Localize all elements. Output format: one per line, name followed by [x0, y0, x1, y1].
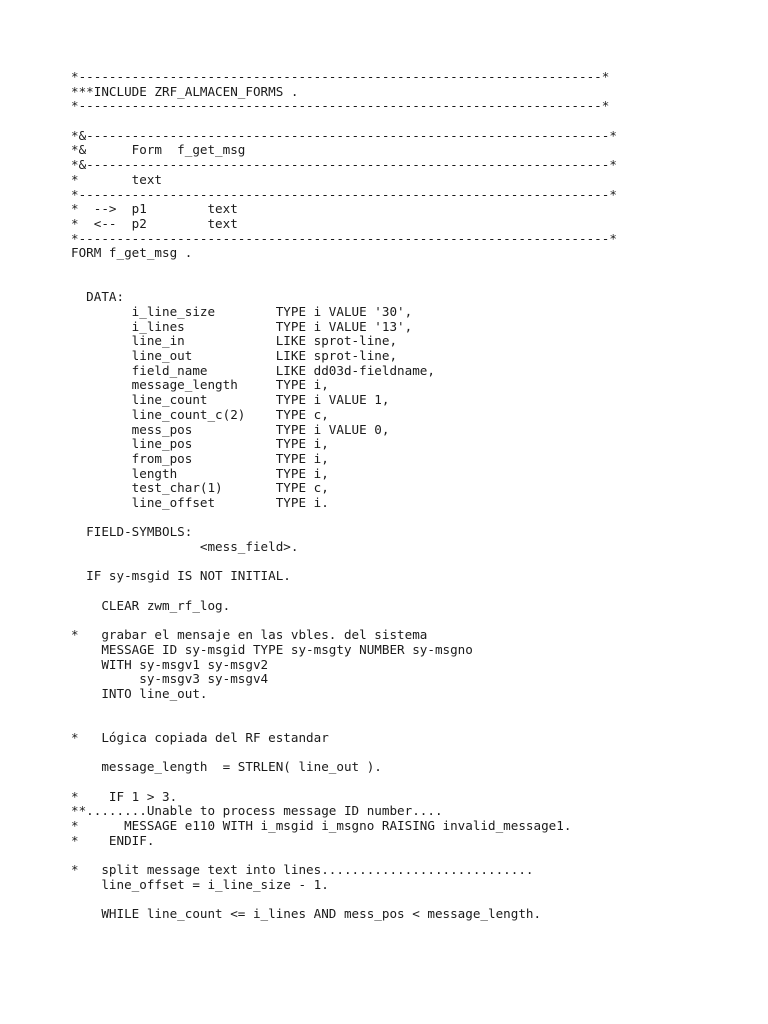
code-line: test_char(1) TYPE c, [71, 480, 329, 496]
code-line [71, 702, 617, 717]
code-line: from_pos TYPE i, [71, 450, 329, 466]
code-line [71, 276, 617, 291]
code-line: CLEAR zwm_rf_log. [71, 597, 231, 613]
code-line: DATA: [71, 289, 125, 305]
code-line: message_length TYPE i, [71, 377, 329, 393]
code-line [71, 555, 617, 570]
code-line: * Lógica copiada del RF estandar [71, 729, 329, 745]
code-listing [71, 70, 617, 922]
code-line: i_line_size TYPE i VALUE '30', [71, 304, 413, 319]
code-line: WITH sy-msgv1 sy-msgv2 [71, 656, 269, 672]
code-line: * --> p1 text [71, 201, 238, 217]
code-line: mess_pos TYPE i VALUE 0, [71, 421, 390, 437]
code-line [71, 584, 617, 599]
code-line: line_in LIKE sprot-line, [71, 333, 398, 349]
code-line: <mess_field>. [71, 539, 299, 554]
code-line: line_count TYPE i VALUE 1, [71, 392, 390, 408]
code-line [71, 716, 617, 731]
code-line: * MESSAGE e110 WITH i_msgid i_msgno RAISING invalid_message1. [71, 818, 572, 834]
code-line [71, 261, 617, 276]
code-line: line_offset = i_line_size - 1. [71, 876, 329, 892]
code-line: * grabar el mensaje en las vbles. del sistema [71, 627, 428, 643]
code-line: * <-- p2 text [71, 215, 238, 231]
code-line: WHILE line_count <= i_lines AND mess_pos < message_length. [71, 906, 542, 922]
code-line [71, 893, 617, 908]
code-line [71, 511, 617, 526]
code-line [71, 746, 617, 761]
code-line [71, 775, 617, 790]
code-line: line_offset TYPE i. [71, 494, 329, 510]
code-line: field_name LIKE dd03d-fieldname, [71, 362, 435, 378]
code-line: **........Unable to process message ID number.... [71, 803, 443, 819]
code-line: line_count_c(2) TYPE c, [71, 406, 329, 422]
code-line: FORM f_get_msg . [71, 245, 193, 261]
code-line: line_pos TYPE i, [71, 436, 329, 452]
code-line: *---------------------------------------------------------------------* [71, 98, 610, 114]
code-line: *&---------------------------------------------------------------------* [71, 127, 617, 143]
code-line: i_lines TYPE i VALUE '13', [71, 318, 413, 334]
code-line: sy-msgv3 sy-msgv4 [71, 671, 269, 687]
code-line: message_length = STRLEN( line_out ). [71, 759, 382, 775]
code-line: line_out LIKE sprot-line, [71, 348, 398, 364]
code-line: *----------------------------------------------------------------------* [71, 230, 617, 246]
code-line: * IF 1 > 3. [71, 788, 178, 804]
code-line: IF sy-msgid IS NOT INITIAL. [71, 568, 291, 584]
code-line [71, 613, 617, 628]
code-line: *---------------------------------------------------------------------* [71, 69, 610, 84]
code-line: ***INCLUDE ZRF_ALMACEN_FORMS . [71, 83, 299, 99]
code-line [71, 848, 617, 863]
code-line: FIELD-SYMBOLS: [71, 524, 193, 540]
code-line: * ENDIF. [71, 832, 155, 848]
code-line: * split message text into lines............................ [71, 862, 534, 878]
code-line: *----------------------------------------------------------------------* [71, 186, 617, 202]
code-line: INTO line_out. [71, 685, 208, 701]
code-line: MESSAGE ID sy-msgid TYPE sy-msgty NUMBER sy-msgno [71, 641, 473, 657]
code-line [71, 114, 617, 129]
code-line: *& Form f_get_msg [71, 142, 246, 158]
code-line: length TYPE i, [71, 465, 329, 481]
code-line: *&---------------------------------------------------------------------* [71, 157, 617, 173]
code-line: * text [71, 171, 162, 187]
